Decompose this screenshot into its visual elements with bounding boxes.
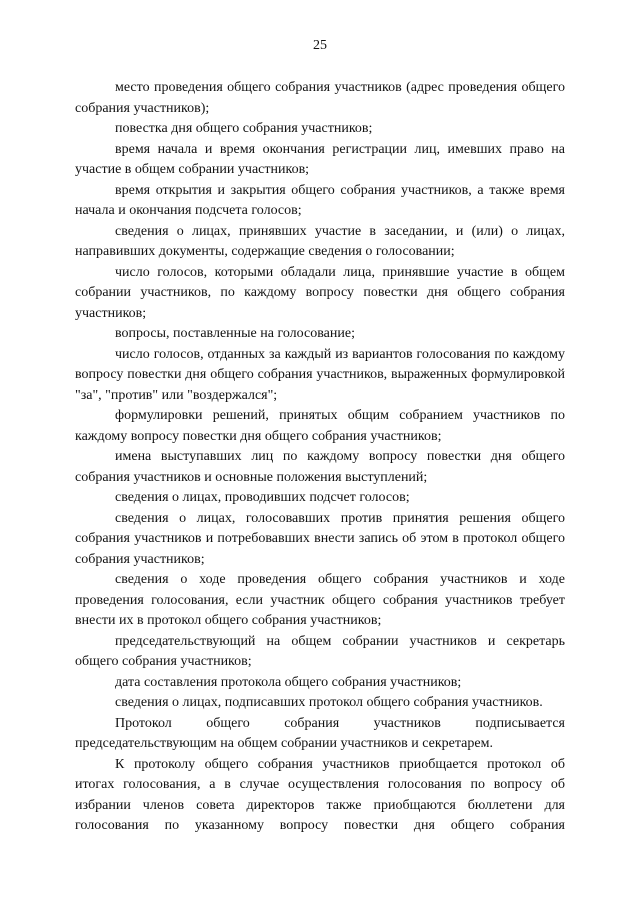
paragraph: сведения о ходе проведения общего собрания участников и ходе проведения голосования, если участник общего собрания участников требует внести их в протокол общего собрания участников;: [75, 572, 565, 628]
paragraph: сведения о лицах, принявших участие в заседании, и (или) о лицах, направивших документы, содержащие сведения о голосовании;: [75, 223, 565, 259]
paragraph: дата составления протокола общего собрания участников;: [115, 674, 462, 690]
paragraph: место проведения общего собрания участников (адрес проведения общего собрания участников);: [75, 80, 565, 116]
paragraph: число голосов, отданных за каждый из вариантов голосования по каждому вопросу повестки дня общего собрания участников, выраженных формулировкой "за", "против" или "воздержался";: [75, 346, 565, 403]
paragraph: время открытия и закрытия общего собрания участников, а также время начала и окончания подсчета голосов;: [75, 182, 565, 218]
page-number: 25: [313, 38, 327, 53]
paragraph: Протокол общего собрания участников подписывается председательствующим на общем собрании участников и секретарем.: [75, 715, 565, 751]
paragraph: имена выступавших лиц по каждому вопросу повестки дня общего собрания участников и основные положения выступлений;: [75, 449, 565, 485]
paragraph: сведения о лицах, подписавших протокол общего собрания участников.: [115, 695, 543, 710]
document-body: [75, 78, 565, 837]
paragraph: сведения о лицах, проводивших подсчет голосов;: [115, 490, 410, 505]
paragraph: повестка дня общего собрания участников;: [115, 121, 373, 136]
paragraph: сведения о лицах, голосовавших против принятия решения общего собрания участников и потребовавших внести запись об этом в протокол общего собрания участников;: [75, 510, 565, 567]
paragraph: время начала и время окончания регистрации лиц, имевших право на участие в общем собрании участников;: [75, 141, 565, 177]
paragraph: число голосов, которыми обладали лица, принявшие участие в общем собрании участников, по каждому вопросу повестки дня общего собрания участников;: [75, 264, 565, 321]
paragraph: формулировки решений, принятых общим собранием участников по каждому вопросу повестки дня общего собрания участников;: [75, 408, 565, 444]
paragraph: вопросы, поставленные на голосование;: [115, 326, 355, 341]
paragraph: председательствующий на общем собрании участников и секретарь общего собрания участников;: [75, 633, 565, 669]
paragraph: К протоколу общего собрания участников приобщается протокол об итогах голосования, а в случае осуществления голосования по вопросу об избрании членов совета директоров также приобщаются бюллетени для голосования по указанному вопросу повестки дня общего собрания: [75, 756, 565, 833]
